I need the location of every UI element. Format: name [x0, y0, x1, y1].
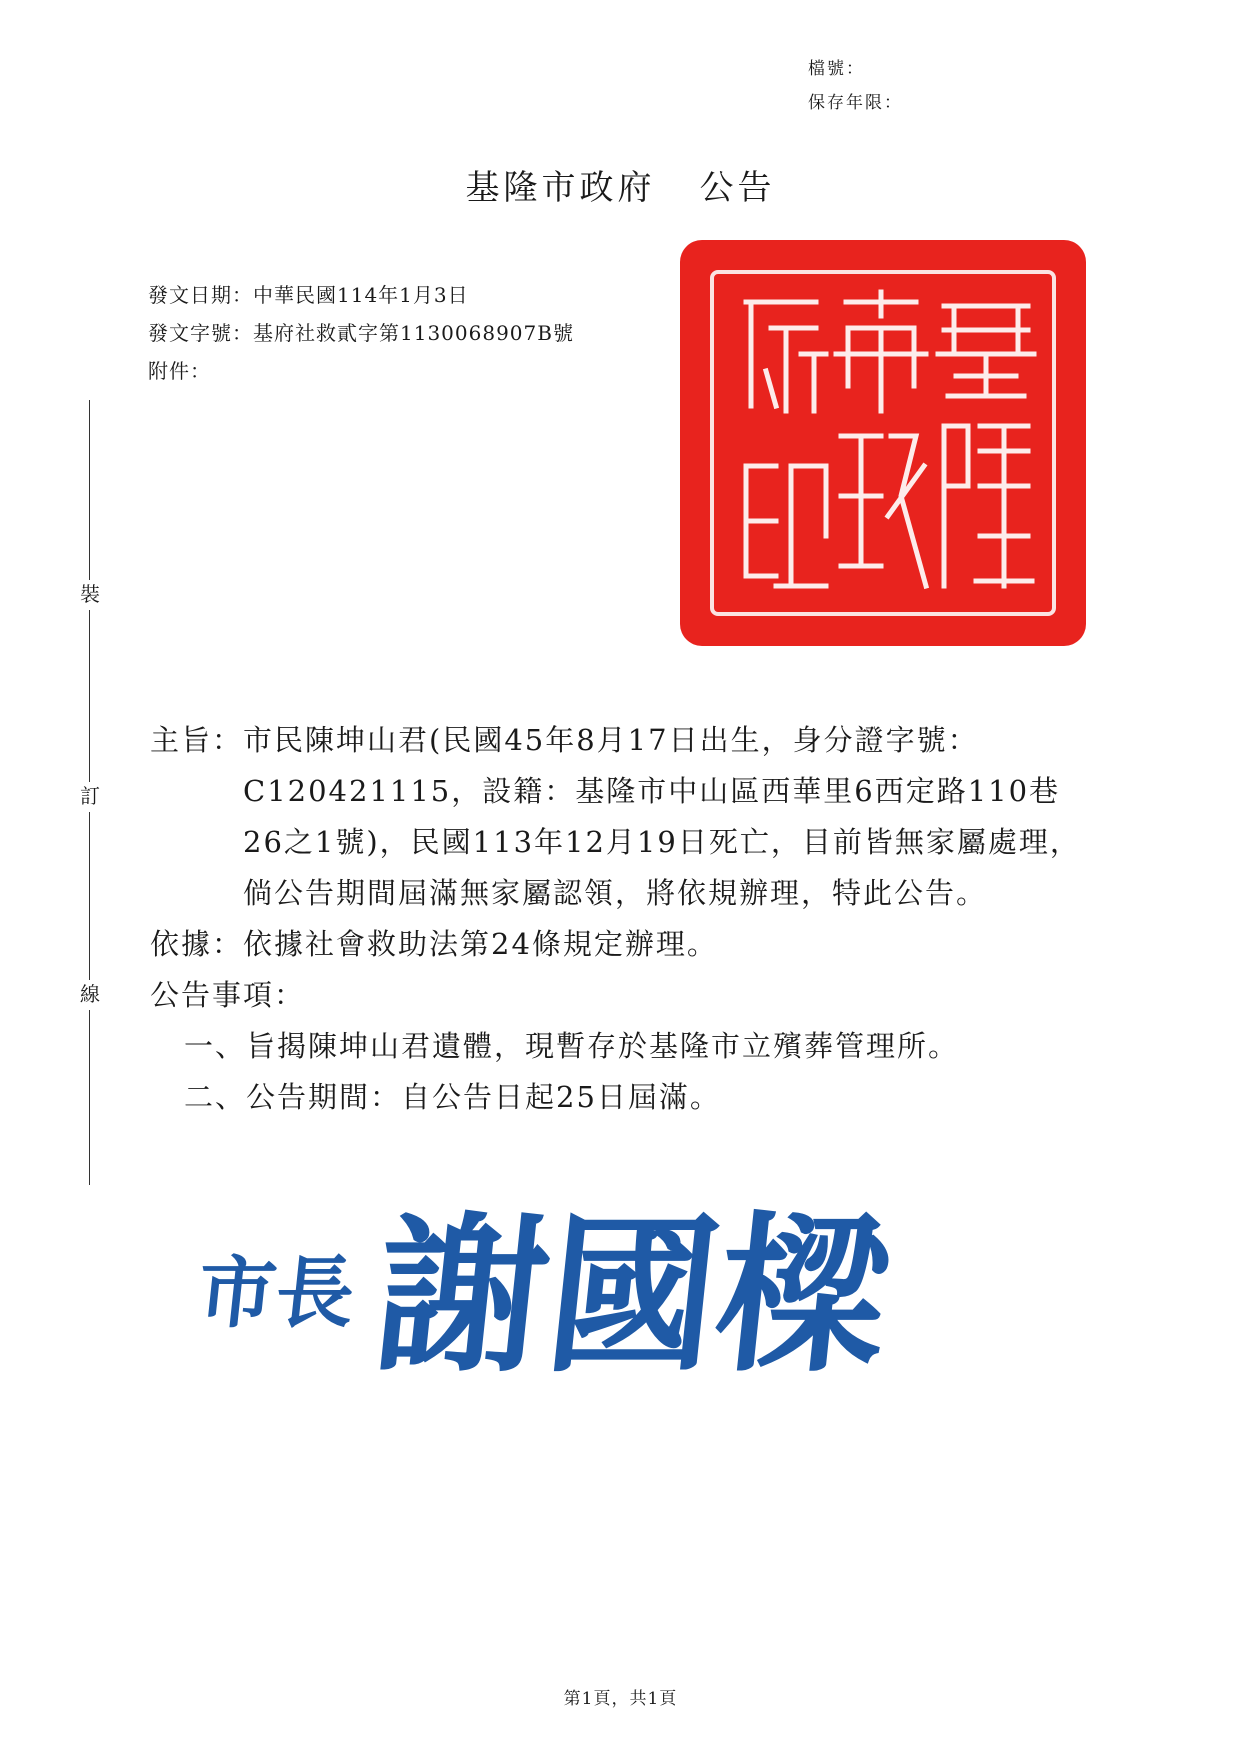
item-text: 旨揭陳坤山君遺體，現暫存於基隆市立殯葬管理所。 [246, 1029, 960, 1063]
items-label: 公告事項： [150, 978, 306, 1012]
official-seal-icon [676, 236, 1090, 650]
announcement-body [150, 715, 1100, 1123]
binding-char-ding: 訂 [80, 784, 100, 808]
list-item [150, 1021, 1100, 1072]
item-number: 一、 [184, 1029, 247, 1063]
issue-date-label: 發文日期： [148, 283, 253, 307]
attachment-label: 附件： [148, 359, 211, 383]
document-type: 公告 [699, 168, 776, 208]
subject-paragraph [150, 715, 1100, 919]
item-text: 公告期間：自公告日起25日屆滿。 [246, 1080, 721, 1114]
attachment-row [148, 352, 574, 390]
page-number: 第1頁，共1頁 [563, 1689, 678, 1709]
subject-label: 主旨： [150, 723, 244, 757]
subject-text: 市民陳坤山君(民國45年8月17日出生，身分證字號：C120421115，設籍：基隆市中山區西華里6西定路110巷26之1號)，民國113年12月19日死亡，目前皆無家屬處理，倘公告期間屆滿無家屬認領，將依規辦理，特此公告。 [243, 723, 1081, 910]
document-meta [148, 276, 574, 390]
document-number-label: 發文字號： [148, 321, 253, 345]
document-number-value: 基府社救貳字第1130068907B號 [253, 321, 574, 345]
mayor-signature-icon [193, 1180, 930, 1400]
binding-char-zhuang: 裝 [80, 582, 100, 606]
issue-date-row [148, 276, 574, 314]
binding-line [76, 400, 104, 1185]
file-number-label: 檔號： [808, 59, 865, 79]
basis-paragraph [150, 919, 1100, 970]
archive-info [808, 52, 903, 120]
binding-char-xian: 線 [80, 982, 100, 1006]
basis-text: 依據社會救助法第24條規定辦理。 [243, 927, 718, 961]
document-number-row [148, 314, 574, 352]
svg-text:市長: 市長 [193, 1248, 359, 1339]
svg-text:謝國樑: 謝國樑 [367, 1196, 899, 1396]
list-item [150, 1072, 1100, 1123]
item-number: 二、 [184, 1080, 247, 1114]
basis-label: 依據： [150, 927, 244, 961]
document-title [0, 160, 1241, 209]
agency-name: 基隆市政府 [465, 168, 656, 208]
issue-date-value: 中華民國114年1月3日 [253, 283, 469, 307]
retention-label: 保存年限： [808, 93, 903, 113]
